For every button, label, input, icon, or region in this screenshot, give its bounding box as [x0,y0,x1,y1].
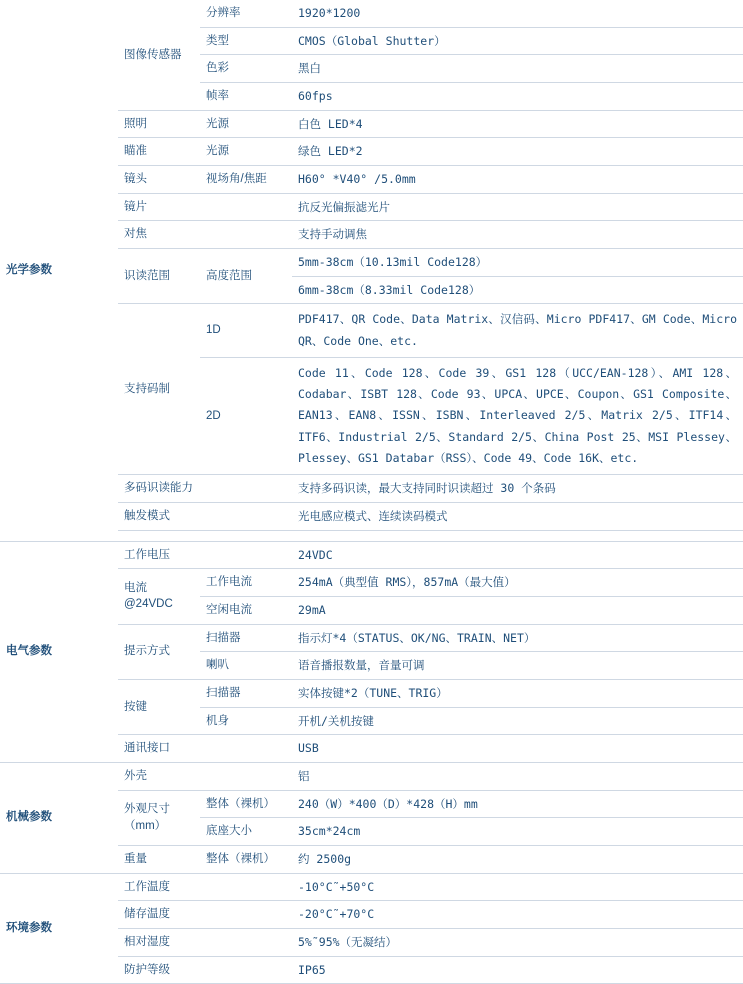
sub-label: 空闲电流 [200,596,292,624]
sub-label: 类型 [200,27,292,55]
sub-label: 机身 [200,707,292,735]
category-label: 镜片 [118,193,200,221]
group-label-environment: 环境参数 [0,873,118,984]
sub-label: 色彩 [200,55,292,83]
sub-label: 工作电流 [200,569,292,597]
value-cell: 语音播报数量，音量可调 [292,652,743,680]
value-cell: 24VDC [292,541,743,569]
category-label: 瞄准 [118,138,200,166]
table-row [0,0,743,27]
value-cell: IP65 [292,956,743,984]
sub-label: 扫描器 [200,624,292,652]
table-row [0,873,743,901]
value-cell: 254mA（典型值 RMS），857mA（最大值） [292,569,743,597]
value-cell: 35cm*24cm [292,818,743,846]
value-cell: 绿色 LED*2 [292,138,743,166]
sub-label [200,929,292,957]
sub-label: 底座大小 [200,818,292,846]
category-label: 提示方式 [118,624,200,679]
category-label: 识读范围 [118,249,200,304]
value-cell: H60° *V40° /5.0mm [292,166,743,194]
value-cell: 实体按键*2（TUNE、TRIG） [292,679,743,707]
category-label: 通讯接口 [118,735,200,763]
value-cell: 开机/关机按键 [292,707,743,735]
group-label-electrical: 电气参数 [0,541,118,762]
sub-label: 分辨率 [200,0,292,27]
value-cell: 60fps [292,83,743,111]
value-cell: -20°C˜+70°C [292,901,743,929]
sub-label: 整体（裸机） [200,845,292,873]
sub-label [200,541,292,569]
table-row [0,541,743,569]
category-label: 外观尺寸（mm） [118,790,200,845]
table-row [0,762,743,790]
sub-label [200,221,292,249]
value-cell: 支持多码识读，最大支持同时识读超过 30 个条码 [292,475,743,503]
sub-label [200,956,292,984]
sub-label [200,762,292,790]
sub-label [200,502,292,530]
category-label: 储存温度 [118,901,200,929]
value-cell: 5%˜95%（无凝结） [292,929,743,957]
value-cell: 支持手动调焦 [292,221,743,249]
value-cell: 黑白 [292,55,743,83]
value-cell: PDF417、QR Code、Data Matrix、汉信码、Micro PDF417、GM Code、Micro QR、Code One、etc. [292,304,743,358]
sub-label [200,475,292,503]
group-label-mechanical: 机械参数 [0,762,118,873]
category-label: 多码识读能力 [118,475,200,503]
value-cell: 1920*1200 [292,0,743,27]
value-cell: USB [292,735,743,763]
value-cell: 6mm-38cm（8.33mil Code128） [292,276,743,304]
value-cell [292,530,743,541]
sub-label: 整体（裸机） [200,790,292,818]
value-cell: 光电感应模式、连续读码模式 [292,502,743,530]
sub-label [200,735,292,763]
category-label: 电流@24VDC [118,569,200,624]
value-cell: 铝 [292,762,743,790]
value-cell: 29mA [292,596,743,624]
sub-label: 扫描器 [200,679,292,707]
value-cell: 约 2500g [292,845,743,873]
category-label: 外壳 [118,762,200,790]
category-label: 镜头 [118,166,200,194]
sub-label [200,530,292,541]
sub-label: 光源 [200,110,292,138]
category-label: 照明 [118,110,200,138]
value-cell: 5mm-38cm（10.13mil Code128） [292,249,743,277]
category-label: 图像传感器 [118,0,200,110]
group-label-optical: 光学参数 [0,0,118,541]
category-label: 按键 [118,679,200,734]
category-label [118,530,200,541]
category-label: 防护等级 [118,956,200,984]
category-label: 工作温度 [118,873,200,901]
category-label: 触发模式 [118,502,200,530]
value-cell: Code 11、Code 128、Code 39、GS1 128（UCC/EAN-128）、AMI 128、Codabar、ISBT 128、Code 93、UPCA、UPCE、Coupon、GS1 Composite、EAN13、EAN8、ISSN、ISBN、Interleaved 2/5、Matrix 2/5、ITF14、ITF6、Industrial 2/5、Standard 2/5、China Post 25、MSI Plessey、Plessey、GS1 Databar（RSS）、Code 49、Code 16K、etc. [292,357,743,474]
category-label: 支持码制 [118,304,200,475]
category-label: 工作电压 [118,541,200,569]
category-label: 对焦 [118,221,200,249]
sub-label: 视场角/焦距 [200,166,292,194]
sub-label [200,193,292,221]
sub-label [200,901,292,929]
value-cell: 240（W）*400（D）*428（H）mm [292,790,743,818]
category-label: 重量 [118,845,200,873]
value-cell: 抗反光偏振滤光片 [292,193,743,221]
value-cell: -10°C˜+50°C [292,873,743,901]
sub-label: 喇叭 [200,652,292,680]
value-cell: 指示灯*4（STATUS、OK/NG、TRAIN、NET） [292,624,743,652]
sub-label: 帧率 [200,83,292,111]
category-label: 相对湿度 [118,929,200,957]
sub-label [200,873,292,901]
value-cell: 白色 LED*4 [292,110,743,138]
sub-label: 高度范围 [200,249,292,304]
sub-label: 光源 [200,138,292,166]
sub-label: 2D [200,357,292,474]
sub-label: 1D [200,304,292,358]
value-cell: CMOS（Global Shutter） [292,27,743,55]
